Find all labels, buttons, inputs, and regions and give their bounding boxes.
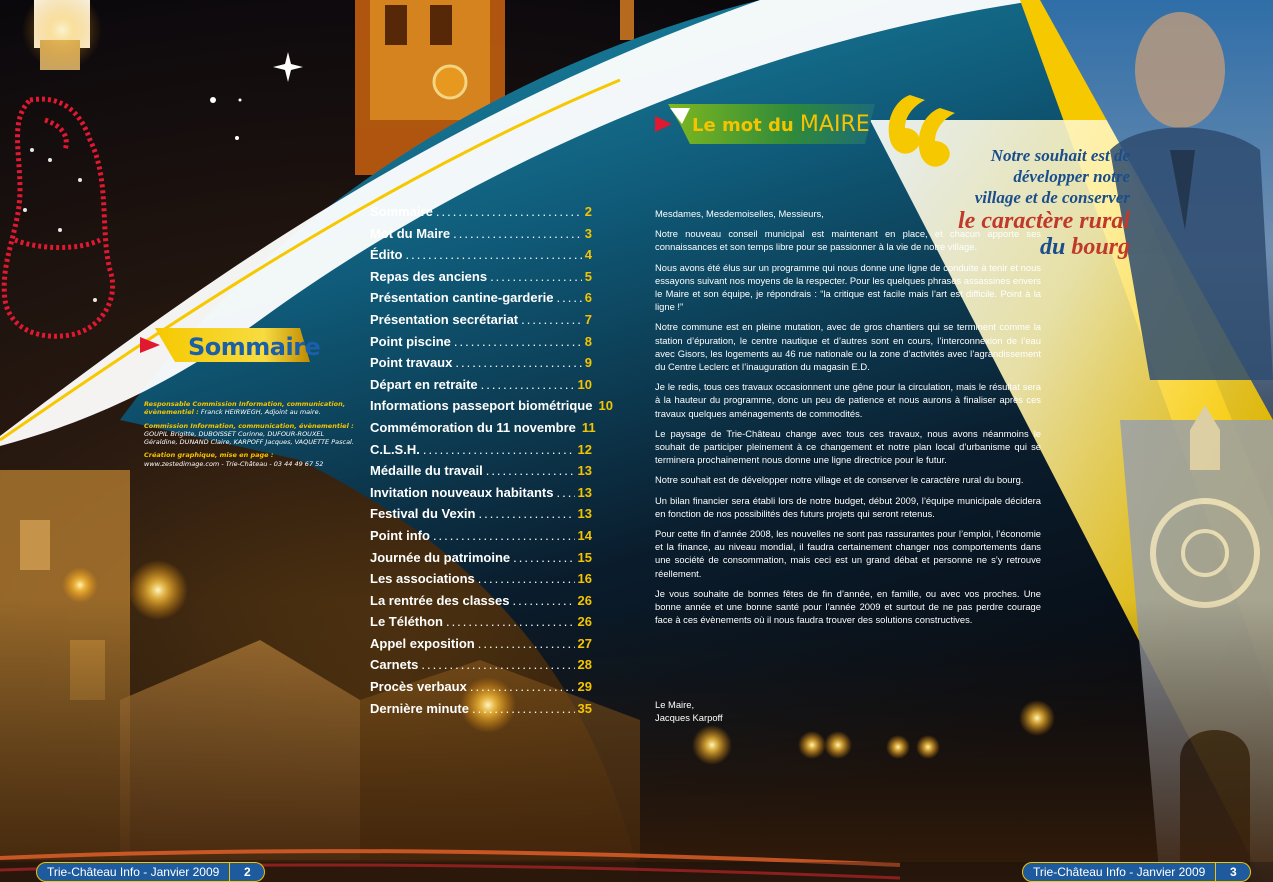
quote-line-3: village et de conserver [974,188,1130,207]
letter-paragraph: Nous avons été élus sur un programme qui nous donne une ligne de conduite à tenir et nous essayons suivant nos moyens de la respecter. Pour les quelques phrases assassines envers le Maire et son équipe, je répondrais : “la critique est facile mais l’art est difficile. Point à la ligne !” [655,261,1041,313]
toc-leader-dots [478,636,575,651]
toc-entry[interactable] [370,226,592,248]
toc-leader-dots [478,571,575,586]
toc-entry-page: 13 [577,506,592,522]
toc-leader-dots [556,485,574,500]
quote-line-1: Notre souhait est de [990,146,1130,165]
toc-entry[interactable] [370,550,592,572]
toc-leader-dots [512,593,574,608]
toc-leader-dots [481,377,575,392]
toc-entry[interactable] [370,679,592,701]
toc-leader-dots [453,226,582,241]
toc-entry-page: 9 [584,355,592,371]
quote-line-2: développer notre [1013,167,1130,186]
toc-leader-dots [406,247,582,262]
toc-entry-page: 10 [577,376,592,392]
toc-leader-dots [470,679,575,694]
footer-left-page-number: 2 [230,862,265,882]
toc-entry[interactable] [370,312,592,334]
letter-paragraph: Notre commune est en pleine mutation, avec de gros chantiers qui se terminent comme la station d’épuration, le centre nautique et d’autres sont en cours, l’interconnexion de l’eau avec Gisors, les logements au 46 rue nationale ou la zone d’activités avec l’agrandissement du Centre Leclerc et l’inauguration du magasin E.D. [655,321,1041,373]
mot-du-maire-title [692,112,870,137]
mot-title-part1: Le mot du [692,115,794,136]
toc-entry-label: Festival du Vexin [370,506,476,522]
letter-paragraph: Le paysage de Trie-Château change avec tous ces travaux, nous avons néanmoins le souhait de participer pleinement à ce changement et notre plan local d’urbanisme qui se terminera prochainement nous donne une ligne directrice pour le futur. [655,427,1041,466]
toc-entry-page: 27 [577,635,592,651]
footer-left-label: Trie-Château Info - Janvier 2009 [36,862,230,882]
toc-leader-dots [513,550,574,565]
toc-entry[interactable] [370,419,596,442]
toc-entry-label: Appel exposition [370,635,475,651]
toc-entry-label: Invitation nouveaux habitants [370,484,554,500]
toc-entry-page: 11 [581,419,596,435]
toc-entry-label: Les associations [370,571,475,587]
toc-leader-dots [436,204,582,219]
toc-entry-page: 6 [584,290,592,306]
toc-entry[interactable] [370,528,592,550]
credits-creation-label: Création graphique, mise en page : [144,451,274,460]
toc-entry[interactable] [370,204,592,226]
toc-entry-label: Informations passeport biométrique [370,398,593,414]
credits-commission-names: GOUPIL Brigitte, DUBOISSET Corinne, DUFOUR-ROUXEL Géraldine, DUNAND Claire, KARPOFF Jacques, VAQUETTE Pascal. [144,429,354,447]
toc-leader-dots [472,701,575,716]
toc-leader-dots [521,312,582,327]
credits-creation [144,451,354,468]
toc-leader-dots [454,334,582,349]
letter-paragraph: Je le redis, tous ces travaux occasionnent une gêne pour la circulation, mais le résultat sera à la hauteur du programme, donc un peu de patience et nous aurons à finaliser après ces travaux quelques aménagements de commodités. [655,381,1041,419]
credits-creation-value: www.zestedimage.com - Trie-Château - 03 44 49 67 52 [144,459,324,468]
toc-entry-label: Commémoration du 11 novembre [370,419,576,435]
toc-leader-dots [557,290,582,305]
sommaire-title: Sommaire [188,333,321,361]
toc-entry-label: Départ en retraite [370,376,478,392]
footer-right [1022,862,1251,882]
mayor-letter [655,207,1041,633]
toc-entry[interactable] [370,377,592,399]
toc-entry[interactable] [370,657,592,679]
toc-leader-dots [423,442,575,457]
toc-entry-label: Édito [370,247,403,263]
toc-entry-label: Procès verbaux [370,679,467,695]
toc-leader-dots [479,506,575,521]
toc-entry[interactable] [370,506,592,528]
toc-entry-label: Carnets [370,657,419,673]
toc-entry-page: 26 [577,614,592,630]
toc-entry-page: 13 [577,463,592,479]
toc-entry-page: 10 [598,398,613,414]
toc-entry-label: Le Téléthon [370,614,443,630]
credits-commission [144,422,354,447]
toc-entry-page: 5 [584,268,592,284]
toc-entry-page: 7 [584,311,592,327]
credits-commission-label: Commission Information, communication, évènementiel : [144,421,354,430]
toc-leader-dots [421,657,574,672]
toc-entry-label: Journée du patrimoine [370,549,511,565]
toc-entry-page: 14 [577,527,592,543]
toc-entry-page: 16 [577,571,592,587]
toc-entry-label: Présentation secrétariat [370,311,519,327]
toc-entry-page: 13 [577,484,592,500]
toc-entry[interactable] [370,334,592,356]
letter-paragraph: Je vous souhaite de bonnes fêtes de fin d’année, en famille, ou avec vos proches. Une bonne année et une bonne santé pour l’année 2009 et surtout de ne pas perdre courage face à ces évènements où il nous faudra trouver des solutions constructives. [655,587,1041,626]
letter-paragraph: Un bilan financier sera établi lors de notre budget, début 2009, l’équipe municipale décidera en fonction de nos possibilités des futurs projets qui seront retenus. [655,494,1041,519]
toc-entry-page: 15 [577,549,592,565]
toc-entry-label: C.L.S.H. [370,441,420,457]
toc-entry[interactable] [370,614,592,636]
mot-title-part2: MAIRE [799,112,870,137]
credits-responsible [144,400,354,417]
toc-leader-dots [455,355,581,370]
toc-entry-label: Présentation cantine-garderie [370,290,554,306]
toc-leader-dots [490,269,582,284]
toc-entry[interactable] [370,593,592,615]
toc-entry[interactable] [370,636,592,658]
toc-entry[interactable] [370,463,592,485]
table-of-contents [370,204,613,722]
credits-resp-name: Franck HEIRWEGH, Adjoint au maire. [200,408,321,417]
quote-line-5b: bourg [1071,234,1130,260]
letter-paragraph: Mesdames, Mesdemoiselles, Messieurs, [655,208,824,219]
toc-entry-page: 3 [584,225,592,241]
signature-line-2: Jacques Karpoff [655,712,723,723]
toc-entry[interactable] [370,398,613,420]
toc-entry-page: 35 [577,700,592,716]
letter-paragraph: Notre souhait est de développer notre village et de conserver le caractère rural du bourg. [655,474,1024,486]
quote-line-4: le caractère rural [958,208,1130,234]
credits-resp-label: Responsable Commission Information, communication, évènementiel : [144,400,346,417]
toc-entry-page: 12 [577,441,592,457]
toc-entry[interactable] [370,269,592,291]
quote-line-5a: du [1039,234,1066,260]
toc-entry-label: Repas des anciens [370,268,488,284]
toc-entry[interactable] [370,290,592,312]
toc-entry-page: 8 [584,333,592,349]
toc-entry[interactable] [370,355,592,377]
toc-entry-label: Médaille du travail [370,463,483,479]
toc-entry-label: Point piscine [370,333,451,349]
toc-leader-dots [446,614,575,629]
footer-right-label: Trie-Château Info - Janvier 2009 [1022,862,1216,882]
toc-leader-dots [433,528,575,543]
footer-left [36,862,265,882]
credits-block [144,400,354,473]
letter-paragraph: Pour cette fin d’année 2008, les nouvelles ne sont pas rassurantes pour l’emploi, l’économie et la finance, au niveau mondial, il faudra certainement changer nos comportements dans une société de consommation, mais ceci est un grand débat et personne ne s’y retrouve réellement. [655,528,1041,579]
toc-entry[interactable] [370,247,592,269]
toc-entry-page: 28 [577,657,592,673]
toc-entry[interactable] [370,485,592,507]
toc-entry-label: Mot du Maire [370,225,451,241]
toc-entry-label: La rentrée des classes [370,592,510,608]
toc-leader-dots [486,463,575,478]
toc-entry-page: 4 [584,247,592,263]
signature [655,698,723,724]
toc-entry-page: 26 [577,592,592,608]
signature-line-1: Le Maire, [655,699,695,710]
toc-entry-page: 29 [577,679,592,695]
toc-entry-label: Dernière minute [370,700,469,716]
toc-entry[interactable] [370,701,592,723]
toc-entry-page: 2 [584,204,592,219]
toc-entry-label: Sommaire [370,204,433,219]
footer-right-page-number: 3 [1216,862,1251,882]
letter-paragraph: Notre nouveau conseil municipal est maintenant en place, et chacun apporte ses connaissances et son temps libre pour se passionner à la vie de notre village. [655,228,1041,253]
toc-entry[interactable] [370,571,592,593]
toc-entry[interactable] [370,442,592,464]
toc-entry-label: Point travaux [370,355,453,371]
toc-entry-label: Point info [370,527,430,543]
